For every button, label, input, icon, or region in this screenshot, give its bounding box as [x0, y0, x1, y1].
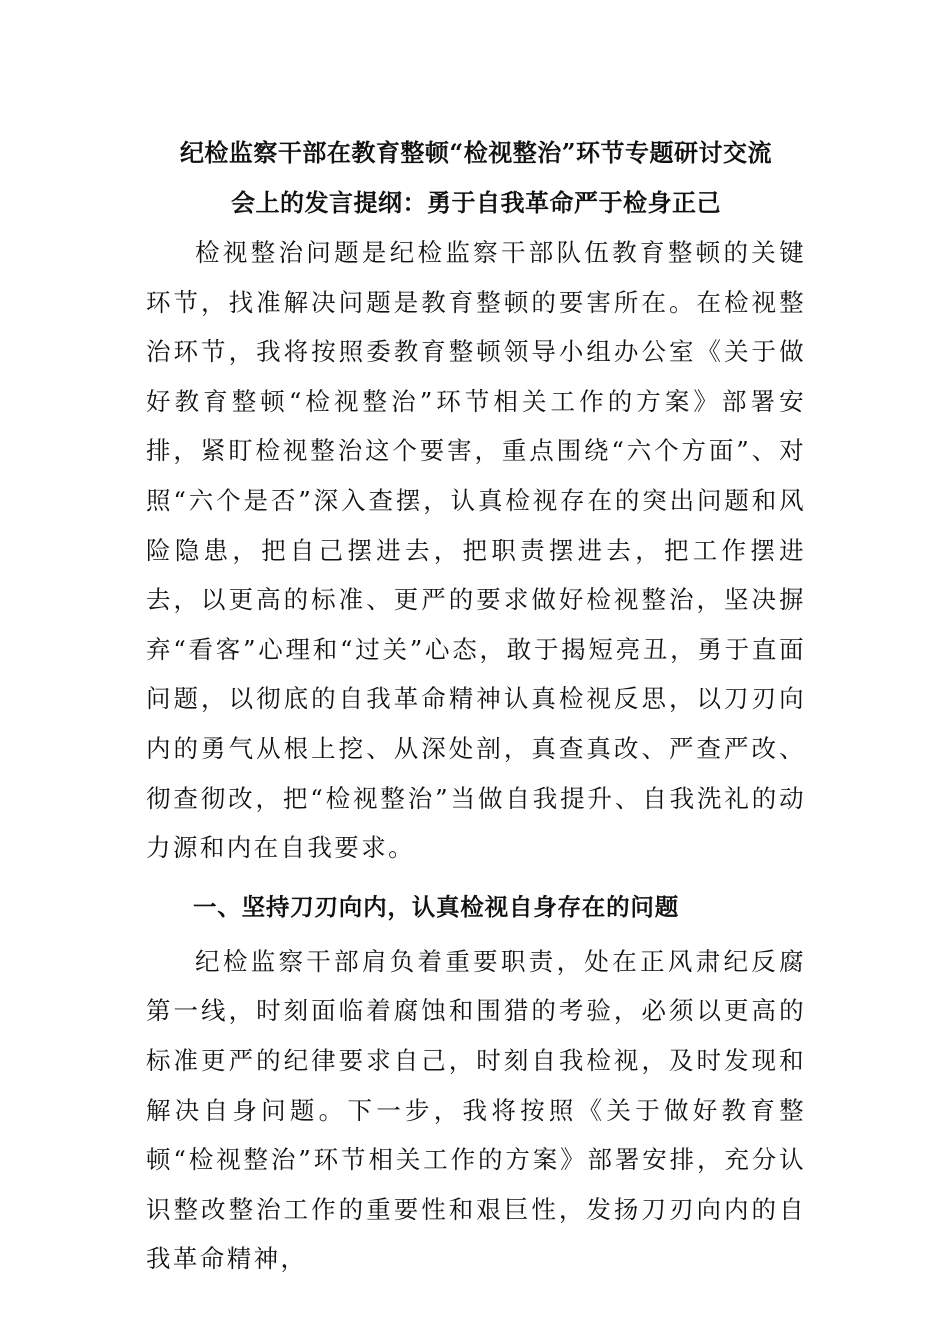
intro-paragraph: 检视整治问题是纪检监察干部队伍教育整顿的关键环节，找准解决问题是教育整顿的要害所在。在检视整治环节，我将按照委教育整顿领导小组办公室《关于做好教育整顿“检视整治”环节相关工作的方案》部署安排，紧盯检视整治这个要害，重点围绕“六个方面”、对照“六个是否”深入查摆，认真检视存在的突出问题和风险隐患，把自己摆进去，把职责摆进去，把工作摆进去，以更高的标准、更严的要求做好检视整治，坚决摒弃“看客”心理和“过关”心态，敢于揭短亮丑，勇于直面问题，以彻底的自我革命精神认真检视反思，以刀刃向内的勇气从根上挖、从深处剖，真查真改、严查严改、彻查彻改，把“检视整治”当做自我提升、自我洗礼的动力源和内在自我要求。: [146, 238, 806, 863]
document-title: [146, 128, 806, 228]
section-1-heading: 一、坚持刀刃向内，认真检视自身存在的问题: [193, 892, 679, 921]
title-line-1: 纪检监察干部在教育整顿“检视整治”环节专题研讨交流: [179, 138, 773, 167]
section-1-paragraph: 纪检监察干部肩负着重要职责，处在正风肃纪反腐第一线，时刻面临着腐蚀和围猎的考验，必须以更高的标准更严的纪律要求自己，时刻自我检视，及时发现和解决自身问题。下一步，我将按照《关于做好教育整顿“检视整治”环节相关工作的方案》部署安排，充分认识整改整治工作的重要性和艰巨性，发扬刀刃向内的自我革命精神，: [146, 946, 806, 1274]
document-page: [146, 128, 806, 1284]
title-line-2: 会上的发言提纲：勇于自我革命严于检身正己: [231, 188, 721, 217]
